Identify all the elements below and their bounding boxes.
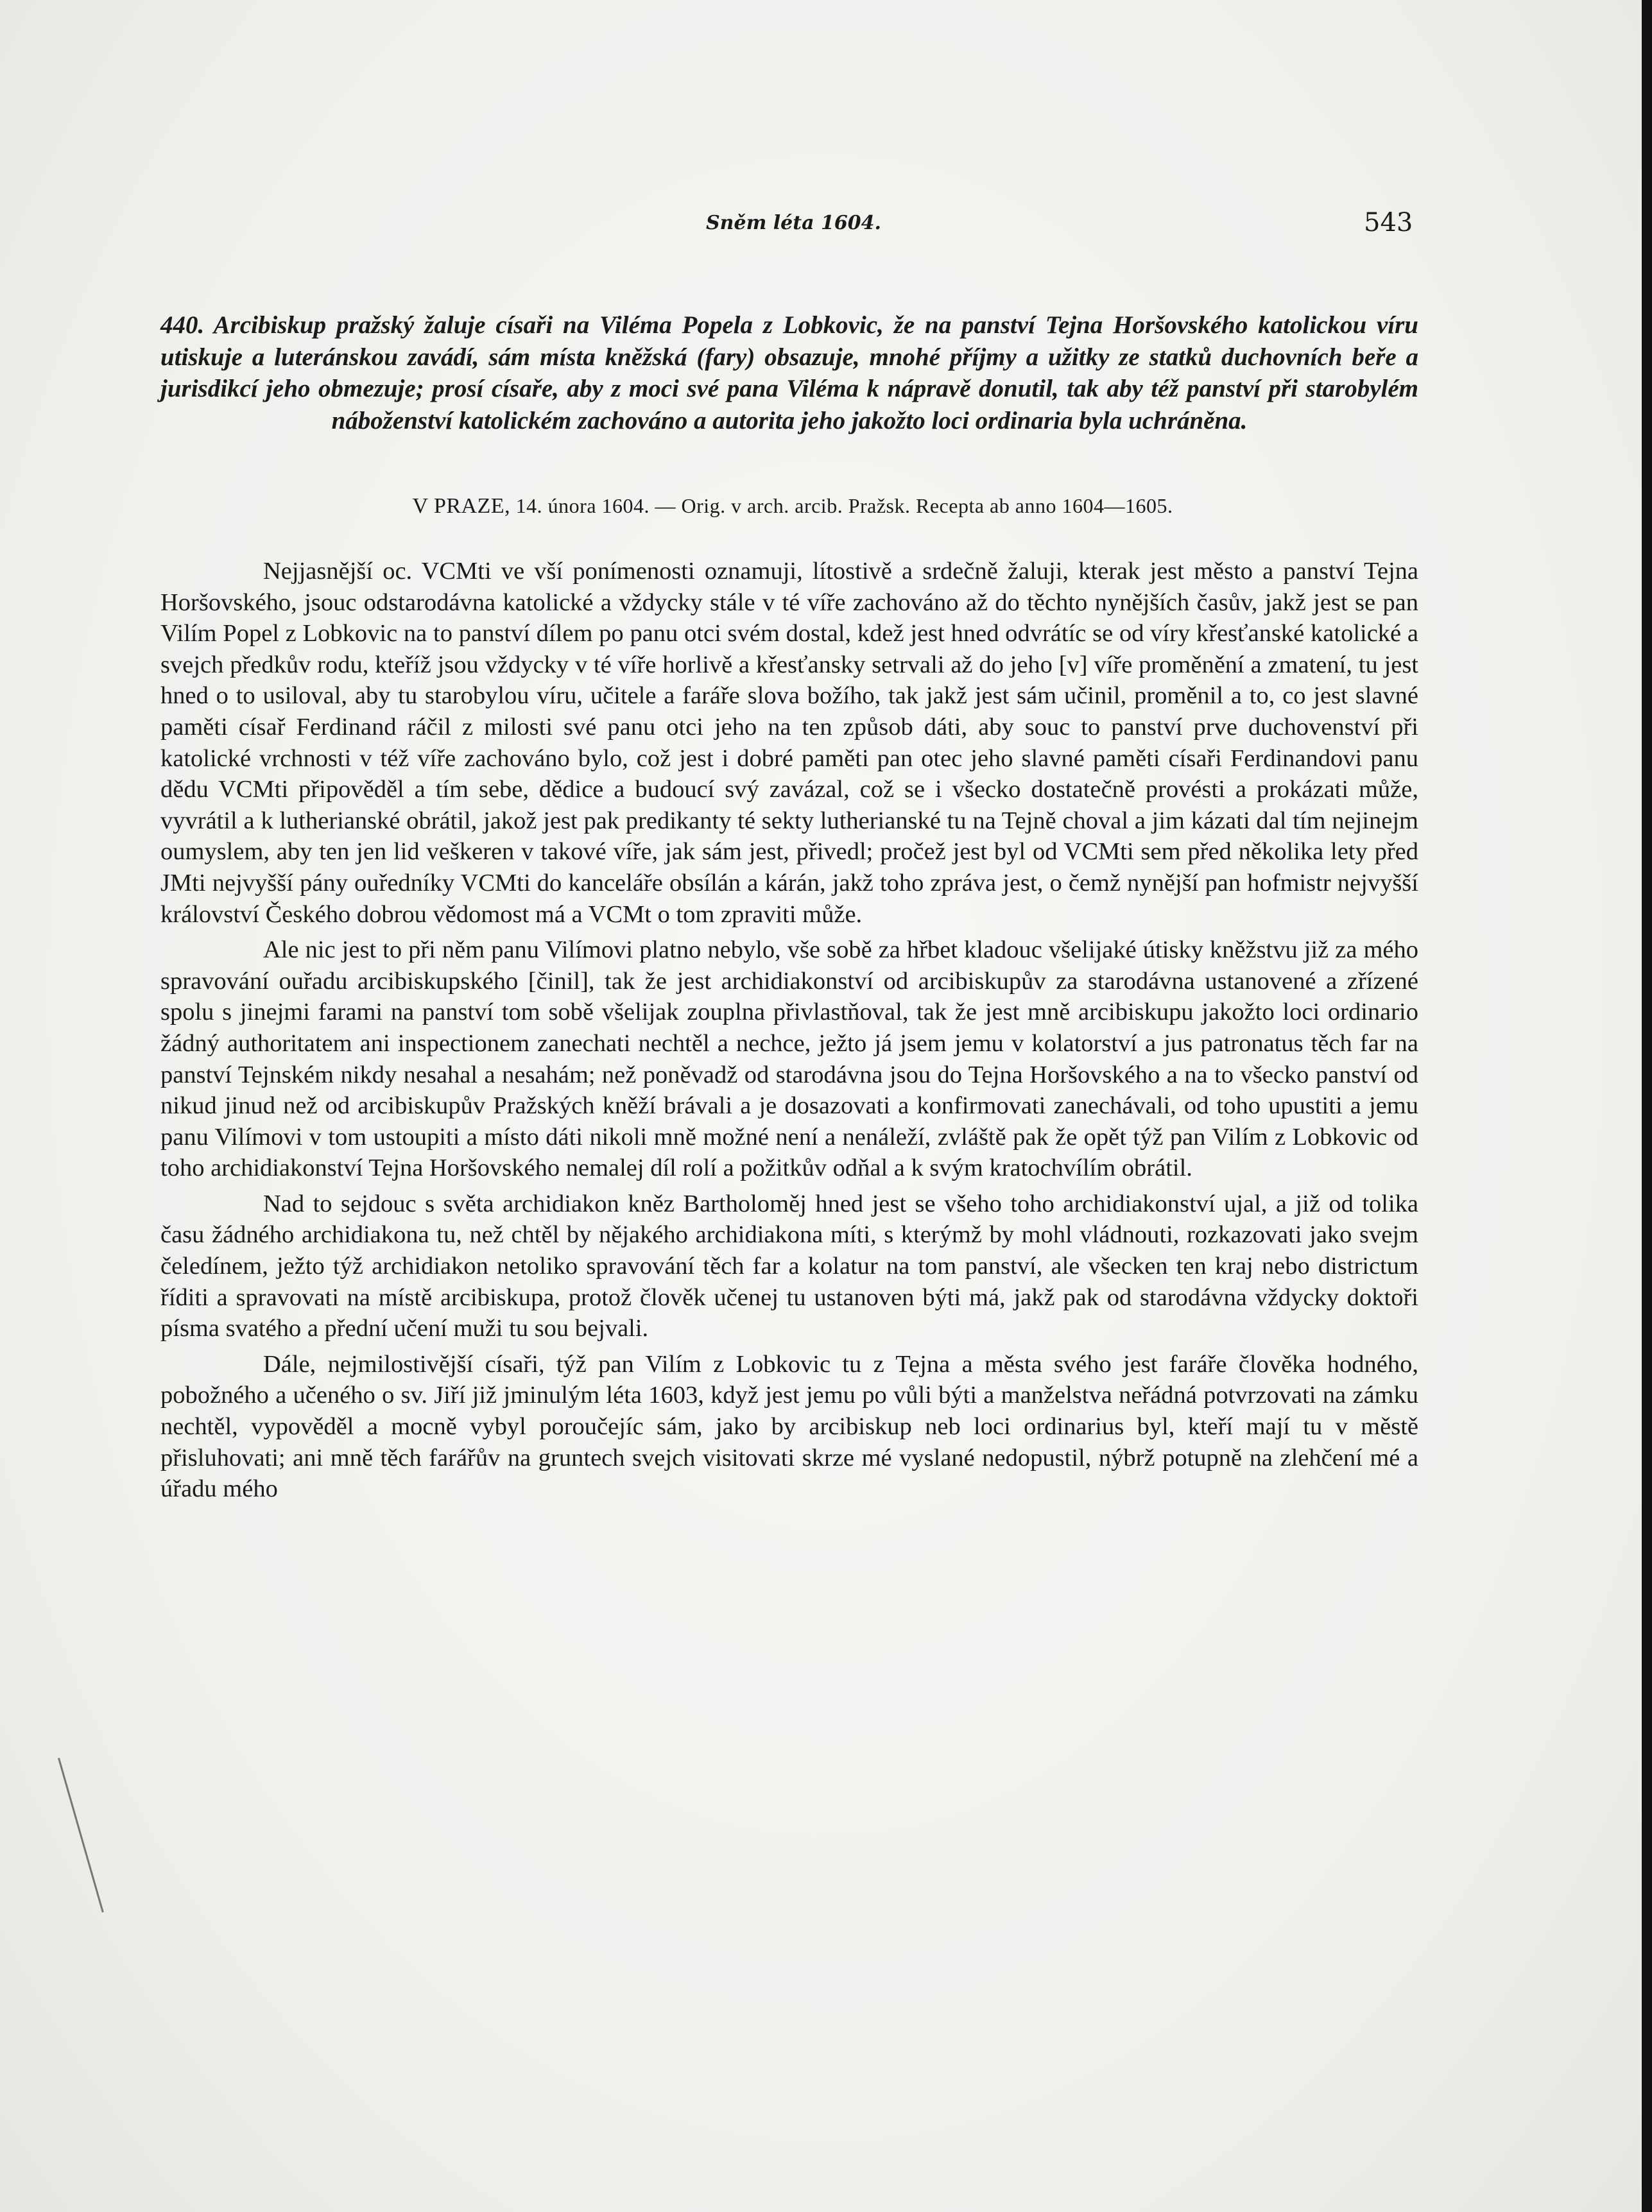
paragraph: Nad to sejdouc s světa archidiakon kněz Bartholoměj hned jest se všeho toho archidiakonství ujal, a již od tolika času žádného archidiakona tu, než chtěl by nějakého archidiakona míti, s kterýmž by mohl vládnouti, rozkazovati jako svejm čeledínem, ježto týž archidiakon netoliko spravování těch far a kolatur na tom panství, ale všecken ten kraj nebo districtum říditi a spravovati na místě arcibiskupa, protož člověk učenej tu ustanoven býti má, jakž pak od starodávna vždycky doktoři písma svatého a přední učení muži tu sou bejvali. [160, 1190, 1418, 1342]
paragraph: Dále, nejmilostivější císaři, týž pan Vilím z Lobkovic tu z Tejna a města svého jest faráře člověka hodného, pobožného a učeného o sv. Jiří již jminulým léta 1603, když jest jemu po vůli býti a manželstva neřádná potvrzovati na zámku nechtěl, vypověděl a mocně vybyl poroučejíc sám, jako by arcibiskup neb loci ordinarius byl, kteří mají tu v městě přisluhovati; ani mně těch farářův na gruntech svejch visitovati skrze mé vyslané nedopustil, nýbrž potupně na zlehčení mé a úřadu mého [160, 1350, 1418, 1503]
scan-edge [1642, 0, 1652, 2212]
letter-body [160, 556, 1418, 1505]
paragraph: Ale nic jest to při něm panu Vilímovi platno nebylo, vše sobě za hřbet kladouc všelijaké útisky kněžstvu již za mého spravování ouřadu arcibiskupského [činil], tak že jest archidiakonství od arcibiskupův za starodávna ustanovené a zřízené spolu s jinejmi farami na panství tom sobě všelijak zouplna přivlastňoval, tak že jest mně arcibiskupu jakožto loci ordinario žádný authoritatem ani inspectionem zanechati nechtěl a nechce, ježto já jsem jemu v kolatorství a jus patronatus těch far na panství Tejnském nikdy nesahal a nesahám; než poněvadž od starodávna jsou do Tejna Horšovského a na to všecko panství od nikud jinud než od arcibiskupův Pražských kněží brávali a je dosazovati a konfirmovati zanechávali, od toho upustiti a jemu panu Vilímovi v tom ustoupiti a místo dáti nikoli mně možné není a nenáleží, zvláště pak že opět týž pan Vilím z Lobkovic od toho archidiakonství Tejna Horšovského nemalej díl rolí a požitkův odňal a k svým kratochvílím obrátil. [160, 936, 1418, 1182]
entry-summary [160, 309, 1418, 436]
scan-margin-mark [58, 1758, 104, 1912]
page-header [0, 208, 1652, 244]
entry-summary-text: Arcibiskup pražský žaluje císaři na Viléma Popela z Lobkovic, že na panství Tejna Horšovského katolickou víru utiskuje a luteránskou zavádí, sám místa kněžská (fary) obsazuje, mnohé příjmy a užitky ze statků duchovních beře a jurisdikcí jeho obmezuje; prosí císaře, aby z moci své pana Viléma k nápravě donutil, tak aby též panství při starobylém náboženství katolickém zachováno a autorita jeho jakožto loci ordinaria byla uchráněna. [160, 311, 1418, 434]
entry-number: 440. [160, 311, 205, 339]
source-details: 14. února 1604. — Orig. v arch. arcib. Pražsk. Recepta ab anno 1604—1605. [515, 494, 1173, 517]
source-citation [321, 494, 1264, 519]
paragraph: Nejjasnější oc. VCMti ve vší ponímenosti oznamuji, lítostivě a srdečně žaluji, kterak jest město a panství Tejna Horšovského, jsouc odstarodávna katolické a vždycky stále v té víře zachováno až do těchto nynějších časův, jakž jest se pan Vilím Popel z Lobkovic na to panství dílem po panu otci svém dostal, kdež jest hned odvrátíc se od víry křesťanské katolické a svejch předkův rodu, kteříž jsou vždycky v té víře horlivě a křesťansky setrvali až do jeho [v] víře proměnění a zmatení, tu jest hned o to usiloval, aby tu starobylou víru, učitele a faráře slova božího, tak jakž jest sám učinil, proměnil a to, co jest slavné paměti císař Ferdinand ráčil z milosti své panu otci jeho na ten způsob dáti, aby souc to panství prve duchovenství při katolické vrchnosti v též víře zachováno bylo, což jest i dobré paměti pan otec jeho slavné paměti císaři Ferdinandovi panu dědu VCMti připověděl a tím sebe, dědice a budoucí svý zavázal, což se i všecko dostatečně provésti a prokázati může, vyvrátil a k lutherianské obrátil, jakož jest pak predikanty té sekty lutherianské tu na Tejně choval a jim kázati dal tím nejinejm oumyslem, aby ten jen lid veškeren v takové víře, jak sám jest, přivedl; pročež jest byl od VCMti sem před několika lety před JMti nejvyšší pány ouředníky VCMti do kanceláře obsílán a kárán, jakž toho zpráva jest, o čemž nynější pan hofmistr nejvyšší království Českého dobrou vědomost má a VCMt o tom zpraviti může. [160, 558, 1418, 928]
source-place: V PRAZE, [412, 494, 511, 518]
running-title: Sněm léta 1604. [706, 212, 881, 234]
page-number: 543 [1364, 208, 1413, 237]
